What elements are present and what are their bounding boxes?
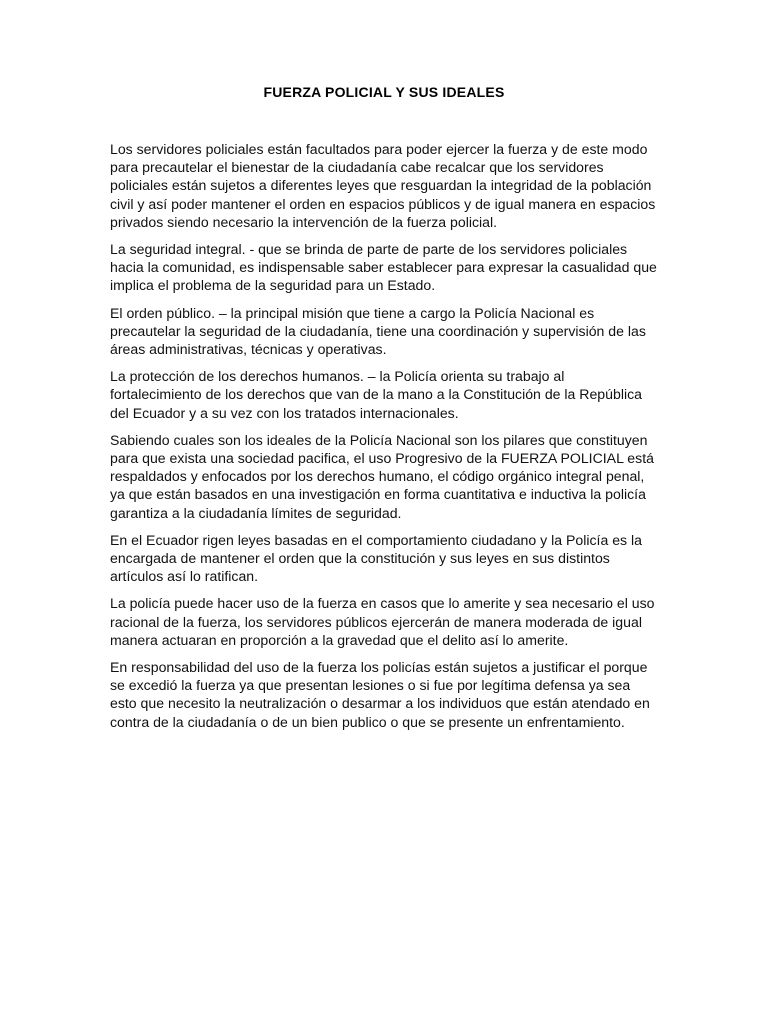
paragraph: Los servidores policiales están facultados para poder ejercer la fuerza y de este modo para precautelar el bienestar de la ciudadanía cabe recalcar que los servidores policiales están sujetos a diferentes leyes que resguardan la integridad de la población civil y así poder mantener el orden en espacios públicos y de igual manera en espacios privados siendo necesario la intervención de la fuerza policial. [110, 141, 656, 230]
paragraph: Sabiendo cuales son los ideales de la Policía Nacional son los pilares que constituyen para que exista una sociedad pacifica, el uso Progresivo de la FUERZA POLICIAL está respaldados y enfocados por los derechos humano, el código orgánico integral penal, ya que están basados en una investigación en forma cuantitativa e inductiva la policía garantiza a la ciudadanía límites de seguridad. [110, 431, 654, 521]
document-title: FUERZA POLICIAL Y SUS IDEALES [263, 84, 505, 100]
paragraph: En responsabilidad del uso de la fuerza los policías están sujetos a justificar el porque se excedió la fuerza ya que presentan lesiones o si fue por legítima defensa ya sea esto que necesito la neutralización o desarmar a los individuos que están atendado en contra de la ciudadanía o de un bien publico o que se presente un enfrentamiento. [110, 659, 650, 730]
paragraph: La policía puede hacer uso de la fuerza en casos que lo amerite y sea necesario el uso racional de la fuerza, los servidores públicos ejercerán de manera moderada de igual manera actuaran en proporción a la gravedad que el delito así lo amerite. [110, 595, 655, 648]
paragraph: La protección de los derechos humanos. – la Policía orienta su trabajo al fortalecimiento de los derechos que van de la mano a la Constitución de la República del Ecuador y a su vez con los tratados internacionales. [110, 368, 642, 421]
paragraph: En el Ecuador rigen leyes basadas en el comportamiento ciudadano y la Policía es la encargada de mantener el orden que la constitución y sus leyes en sus distintos artículos así lo ratifican. [110, 531, 642, 585]
paragraph: La seguridad integral. - que se brinda de parte de parte de los servidores policiales hacia la comunidad, es indispensable saber establecer para expresar la casualidad que implica el problema de la seguridad para un Estado. [110, 241, 657, 294]
document-body [110, 140, 658, 740]
paragraph: El orden público. – la principal misión que tiene a cargo la Policía Nacional es precautelar la seguridad de la ciudadanía, tiene una coordinación y supervisión de las áreas administrativas, técnicas y operativas. [110, 304, 646, 358]
